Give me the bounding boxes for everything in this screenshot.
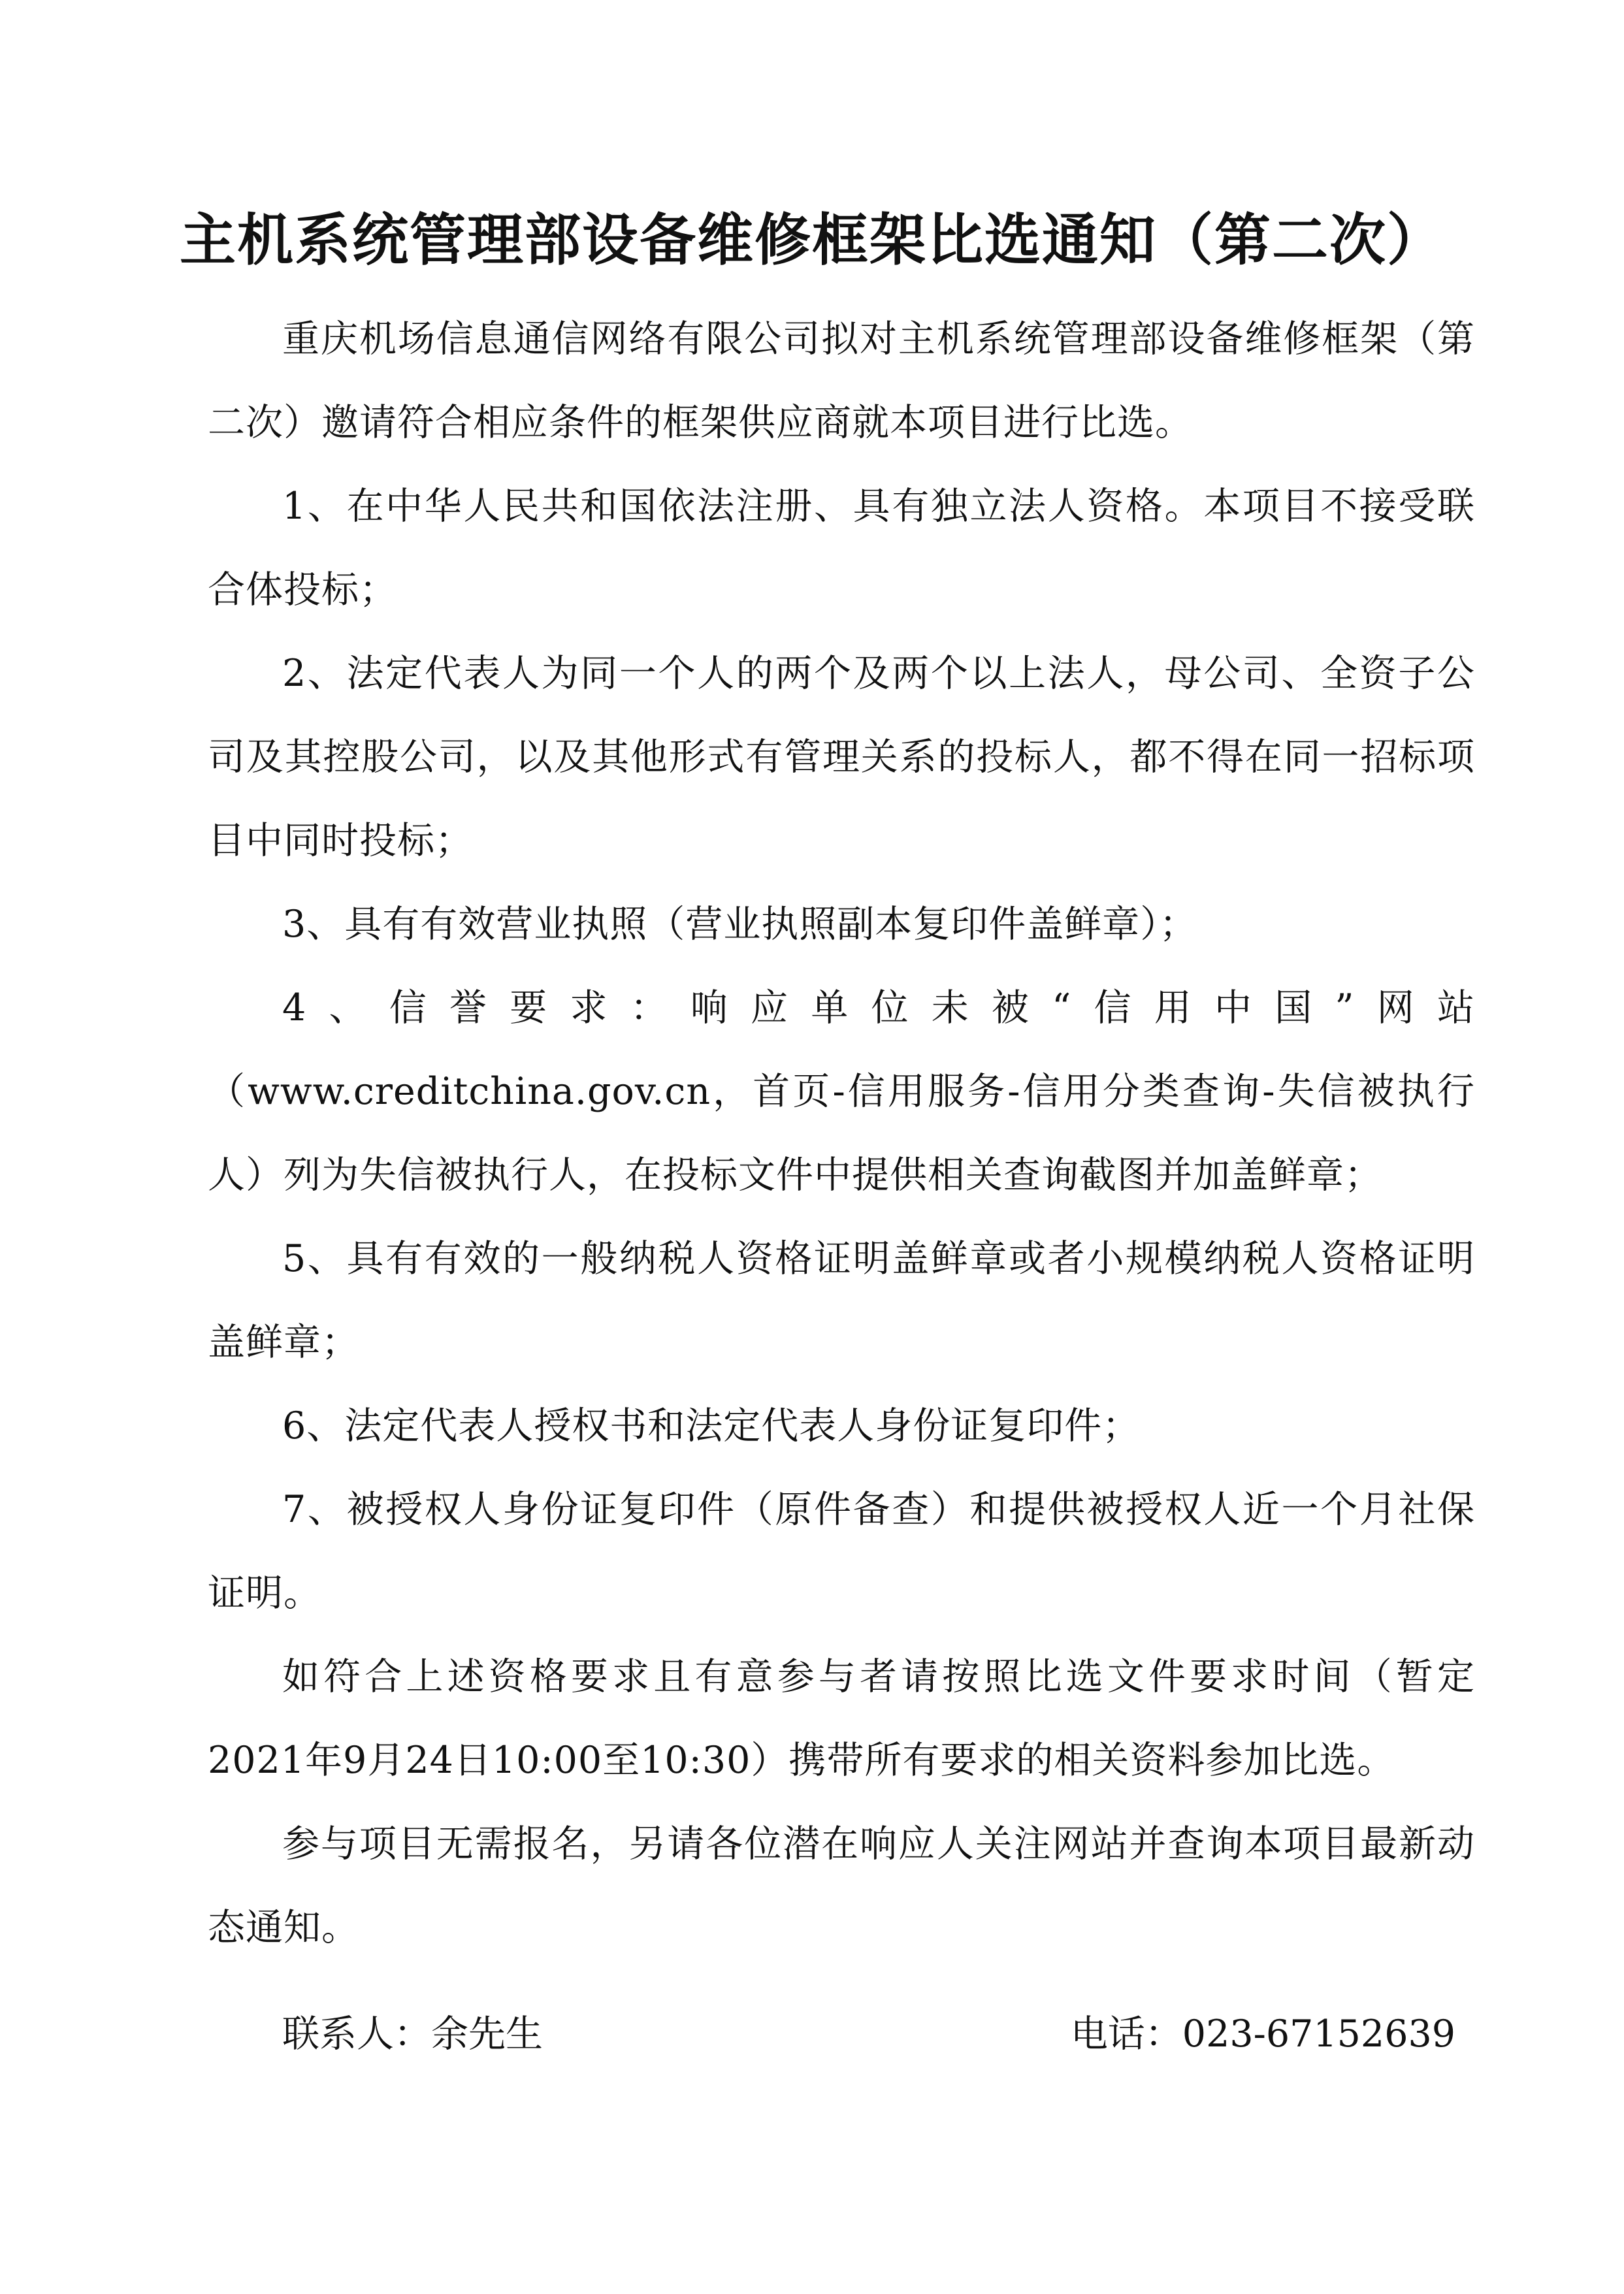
schedule-paragraph: 如符合上述资格要求且有意参与者请按照比选文件要求时间（暂定2021年9月24日10:00至10:30）携带所有要求的相关资料参加比选。 [208, 1655, 1475, 1782]
requirement-4: 4、信誉要求：响应单位未被“信用中国”网站（www.creditchina.gov.cn，首页-信用服务-信用分类查询-失信被执行人）列为失信被执行人，在投标文件中提供相关查询截图并加盖鲜章； [208, 986, 1475, 1197]
requirement-5: 5、具有有效的一般纳税人资格证明盖鲜章或者小规模纳税人资格证明盖鲜章； [208, 1237, 1475, 1364]
document-title: 主机系统管理部设备维修框架比选通知（第二次） [180, 207, 1444, 273]
requirement-2: 2、法定代表人为同一个人的两个及两个以上法人，母公司、全资子公司及其控股公司，以及其他形式有管理关系的投标人，都不得在同一招标项目中同时投标； [208, 652, 1475, 862]
requirement-3: 3、具有有效营业执照（营业执照副本复印件盖鲜章）； [282, 903, 1197, 946]
notice-paragraph: 参与项目无需报名，另请各位潜在响应人关注网站并查询本项目最新动态通知。 [208, 1822, 1475, 1949]
requirement-1: 1、在中华人民共和国依法注册、具有独立法人资格。本项目不接受联合体投标； [208, 485, 1475, 611]
intro-paragraph: 重庆机场信息通信网络有限公司拟对主机系统管理部设备维修框架（第二次）邀请符合相应条件的框架供应商就本项目进行比选。 [208, 317, 1475, 444]
contact-person: 联系人：余先生 [282, 2012, 543, 2056]
contact-phone: 电话：023-67152639 [1070, 2012, 1455, 2056]
requirement-6: 6、法定代表人授权书和法定代表人身份证复印件； [282, 1404, 1141, 1447]
document-body [208, 297, 1475, 1969]
requirement-7: 7、被授权人身份证复印件（原件备查）和提供被授权人近一个月社保证明。 [208, 1488, 1475, 1615]
